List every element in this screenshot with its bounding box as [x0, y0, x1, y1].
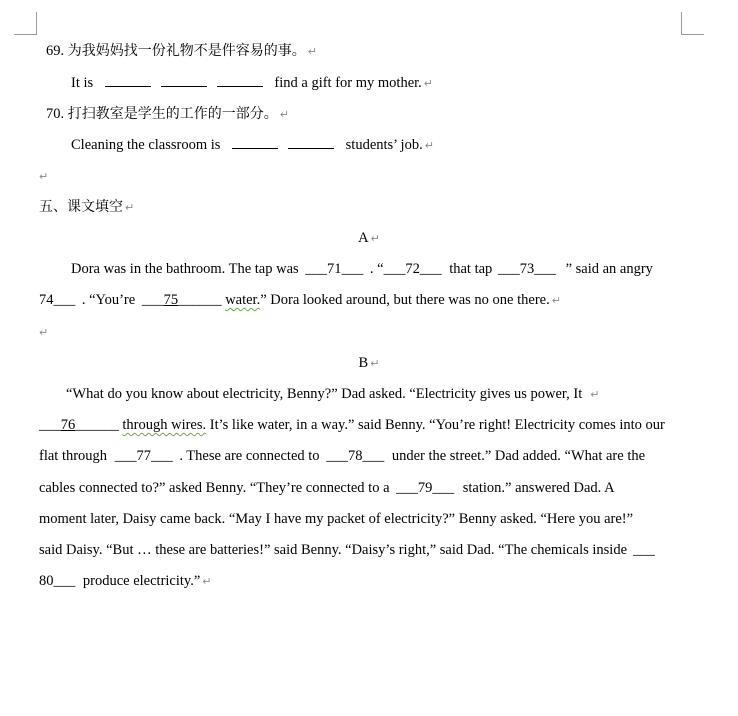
blank-number: 78 — [347, 448, 363, 464]
blank-number: 75 — [163, 292, 179, 308]
blank-79[interactable]: ___79___ — [396, 480, 455, 496]
paragraph-mark-icon: ↵ — [39, 326, 49, 339]
passage-a-line-2 — [39, 290, 561, 311]
paragraph-mark-icon: ↵ — [125, 201, 135, 214]
paragraph-mark-icon: ↵ — [202, 575, 212, 588]
passage-text: . “ — [369, 261, 384, 277]
answer-blank[interactable] — [217, 72, 263, 87]
blank-77[interactable]: ___77___ — [114, 448, 173, 464]
blank-number: 74 — [39, 292, 54, 308]
passage-text: station.” answered Dad. A — [462, 480, 615, 496]
paragraph-mark-icon: ↵ — [424, 139, 434, 152]
question-69-english — [71, 72, 433, 94]
blank-number: 76 — [60, 417, 76, 433]
blank-number: 79 — [417, 480, 433, 496]
passage-text: ” Dora looked around, but there was no one there. — [260, 292, 550, 308]
blank-75[interactable]: ___75______ — [141, 292, 222, 308]
sentence-text: It is — [71, 75, 94, 91]
passage-b-line-6 — [39, 540, 655, 560]
blank-number: 73 — [519, 261, 535, 277]
question-number: 69. — [46, 43, 65, 59]
sentence-text: find a gift for my mother. — [274, 75, 422, 91]
blank-78[interactable]: ___78___ — [326, 448, 385, 464]
paragraph-mark-icon: ↵ — [370, 232, 380, 245]
answer-blank[interactable] — [288, 134, 334, 149]
passage-text: “What do you know about electricity, Benny?” Dad asked. “Electricity gives us power, It — [66, 386, 583, 402]
question-69-chinese — [46, 41, 317, 62]
passage-text: said Daisy. “But … these are batteries!” said Benny. “Daisy’s right,” said Dad. “The chemicals inside — [39, 542, 628, 558]
blank-number: 80 — [39, 573, 54, 589]
answer-blank[interactable] — [105, 72, 151, 87]
paragraph-mark-icon: ↵ — [551, 294, 561, 307]
blank-number: 71 — [327, 261, 342, 277]
section-title — [39, 197, 134, 218]
page-corner-mark-top-right — [681, 12, 704, 35]
passage-b-line-2 — [39, 415, 665, 435]
passage-text: It’s like water, in a way.” said Benny. “You’re right! Electricity comes into our — [209, 417, 665, 433]
passage-a-label — [0, 228, 738, 249]
blank-73[interactable]: ___73___ — [497, 261, 556, 277]
blank-72[interactable]: ___72___ — [383, 261, 442, 277]
paragraph-mark-icon: ↵ — [307, 45, 317, 58]
sentence-text: students’ job. — [345, 137, 423, 153]
passage-b-label — [0, 353, 738, 374]
blank-80-start[interactable]: ___ — [633, 542, 655, 558]
passage-text: that tap — [449, 261, 493, 277]
paragraph-mark-icon: ↵ — [423, 77, 434, 90]
passage-a-line-1 — [71, 259, 653, 279]
blank-76[interactable]: ___76______ — [39, 417, 119, 433]
paragraph-mark-icon: ↵ — [279, 108, 289, 121]
answer-blank[interactable] — [232, 134, 278, 149]
paragraph-mark-icon: ↵ — [39, 170, 49, 183]
passage-text: through wires. — [122, 417, 207, 433]
passage-text: water. — [225, 292, 261, 308]
page-corner-mark-top-left — [14, 12, 37, 35]
question-number: 70. — [46, 106, 65, 122]
question-70-english — [71, 134, 434, 156]
paragraph-mark-icon: ↵ — [590, 388, 600, 401]
chinese-sentence: 为我妈妈找一份礼物不是件容易的事。 — [67, 43, 306, 59]
passage-label-text: A — [358, 230, 369, 246]
passage-b-line-3 — [39, 446, 645, 466]
passage-text: Dora was in the bathroom. The tap was — [71, 261, 299, 277]
passage-text: under the street.” Dad added. “What are the — [391, 448, 646, 464]
blank-71[interactable]: ___71___ — [305, 261, 364, 277]
passage-label-text: B — [358, 355, 369, 371]
empty-paragraph — [37, 322, 48, 343]
section-title-text: 五、课文填空 — [39, 199, 123, 215]
passage-text: produce electricity.” — [82, 573, 201, 589]
passage-text: flat through — [39, 448, 108, 464]
answer-blank[interactable] — [161, 72, 207, 87]
passage-b-line-7 — [39, 571, 212, 592]
blank-number: 72 — [405, 261, 420, 277]
sentence-text: Cleaning the classroom is — [71, 137, 221, 153]
paragraph-mark-icon: ↵ — [370, 357, 380, 370]
blank-80[interactable]: 80___ — [39, 573, 76, 589]
passage-b-line-4 — [39, 478, 615, 498]
blank-74[interactable]: 74___ — [39, 292, 76, 308]
passage-text: moment later, Daisy came back. “May I have my packet of electricity?” Benny asked. “Here you are!” — [39, 511, 634, 527]
passage-text: . “You’re — [81, 292, 136, 308]
question-70-chinese — [46, 104, 289, 125]
passage-text: . These are connected to — [179, 448, 320, 464]
blank-number: 77 — [136, 448, 151, 464]
passage-text: ” said an angry — [565, 261, 653, 277]
empty-paragraph — [37, 166, 48, 187]
passage-text: cables connected to?” asked Benny. “They’re connected to a — [39, 480, 390, 496]
passage-b-line-1 — [66, 384, 600, 405]
passage-b-line-5 — [39, 509, 633, 529]
chinese-sentence: 打扫教室是学生的工作的一部分。 — [67, 106, 278, 122]
